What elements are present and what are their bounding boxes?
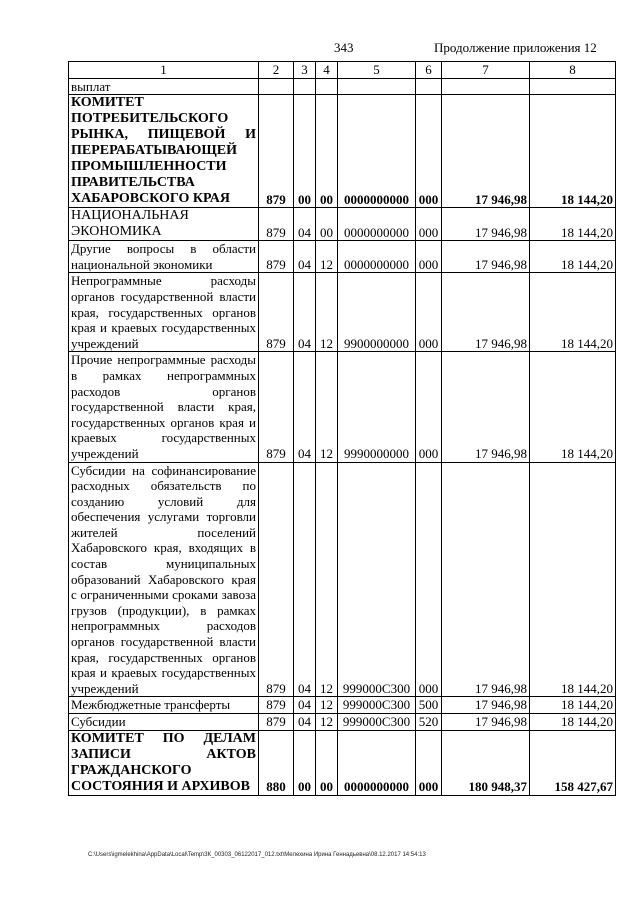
col-header-3: 3	[294, 62, 316, 79]
row-subsection: 12	[316, 714, 338, 731]
row-ministry-code: 879	[259, 208, 294, 241]
budget-table	[68, 61, 616, 796]
row-subsection: 12	[316, 462, 338, 697]
col-header-4: 4	[316, 62, 338, 79]
row-amount-year2: 18 144,20	[530, 241, 616, 273]
table-row	[69, 462, 616, 697]
col-header-7: 7	[442, 62, 530, 79]
row-target-code: 9990000000	[338, 352, 416, 462]
row-target-code: 999000С300	[338, 697, 416, 714]
row-subsection: 12	[316, 273, 338, 352]
row-subsection: 00	[316, 730, 338, 795]
row-expense-type: 000	[416, 208, 442, 241]
row-expense-type: 000	[416, 352, 442, 462]
row-name: Межбюджетные трансферты	[69, 697, 259, 714]
row-ministry-code: 879	[259, 273, 294, 352]
row-name: Субсидии	[69, 714, 259, 731]
carry-over-row	[69, 78, 616, 95]
row-amount-year1: 17 946,98	[442, 208, 530, 241]
row-expense-type: 000	[416, 273, 442, 352]
row-amount-year2: 18 144,20	[530, 208, 616, 241]
row-section: 04	[294, 273, 316, 352]
file-path-footer: C:\Users\igmelekhina\AppData\Local\Temp\ЗК_00303_06122017_012.txt\Мелехина Ирина Геннадьевна\08.12.2017 14:54:13	[88, 852, 426, 858]
row-name: Другие вопросы в области национальной экономики	[69, 241, 259, 273]
row-ministry-code: 879	[259, 462, 294, 697]
row-section: 04	[294, 241, 316, 273]
row-amount-year2: 18 144,20	[530, 95, 616, 208]
row-subsection: 12	[316, 697, 338, 714]
carry-over-text: выплат	[69, 78, 259, 95]
row-target-code: 0000000000	[338, 241, 416, 273]
row-section: 04	[294, 462, 316, 697]
col-header-6: 6	[416, 62, 442, 79]
col-header-8: 8	[530, 62, 616, 79]
row-target-code: 0000000000	[338, 95, 416, 208]
table-row	[69, 273, 616, 352]
row-ministry-code: 879	[259, 95, 294, 208]
table-row	[69, 730, 616, 795]
row-amount-year1: 17 946,98	[442, 95, 530, 208]
row-name: Непрограммные расходы органов государственной власти края, государственных органов края и краевых государственных учреждений	[69, 273, 259, 352]
row-target-code: 999000С300	[338, 714, 416, 731]
row-amount-year1: 17 946,98	[442, 352, 530, 462]
row-amount-year2: 18 144,20	[530, 273, 616, 352]
row-section: 04	[294, 697, 316, 714]
appendix-continuation: Продолжение приложения 12	[434, 40, 597, 55]
row-subsection: 00	[316, 95, 338, 208]
row-ministry-code: 879	[259, 697, 294, 714]
row-ministry-code: 880	[259, 730, 294, 795]
row-subsection: 12	[316, 241, 338, 273]
row-section: 04	[294, 208, 316, 241]
col-header-5: 5	[338, 62, 416, 79]
row-amount-year2: 18 144,20	[530, 462, 616, 697]
row-amount-year1: 17 946,98	[442, 462, 530, 697]
row-amount-year1: 17 946,98	[442, 714, 530, 731]
table-row	[69, 714, 616, 731]
row-amount-year2: 18 144,20	[530, 714, 616, 731]
row-section: 00	[294, 730, 316, 795]
row-section: 04	[294, 714, 316, 731]
row-name: Прочие непрограммные расходы в рамках непрограммных расходов органов государственной власти края, государственных органов края и краевых государственных учреждений	[69, 352, 259, 462]
row-ministry-code: 879	[259, 714, 294, 731]
table-row	[69, 95, 616, 208]
row-subsection: 00	[316, 208, 338, 241]
row-expense-type: 520	[416, 714, 442, 731]
row-expense-type: 000	[416, 730, 442, 795]
column-number-row	[69, 62, 616, 79]
row-name: НАЦИОНАЛЬНАЯ ЭКОНОМИКА	[69, 208, 259, 241]
row-name: КОМИТЕТ ПОТРЕБИТЕЛЬСКОГО РЫНКА, ПИЩЕВОЙ И ПЕРЕРАБАТЫВАЮЩЕЙ ПРОМЫШЛЕННОСТИ ПРАВИТЕЛЬСТВА ХАБАРОВСКОГО КРАЯ	[69, 95, 259, 208]
row-amount-year2: 18 144,20	[530, 697, 616, 714]
row-expense-type: 000	[416, 241, 442, 273]
row-section: 04	[294, 352, 316, 462]
row-expense-type: 000	[416, 95, 442, 208]
row-ministry-code: 879	[259, 241, 294, 273]
row-target-code: 0000000000	[338, 730, 416, 795]
row-amount-year1: 180 948,37	[442, 730, 530, 795]
row-section: 00	[294, 95, 316, 208]
col-header-1: 1	[69, 62, 259, 79]
row-amount-year2: 158 427,67	[530, 730, 616, 795]
col-header-2: 2	[259, 62, 294, 79]
row-name: Субсидии на софинансирование расходных обязательств по созданию условий для обеспечения услугами торговли жителей поселений Хабаровского края, входящих в состав муниципальных образований Хабаровского края с ограниченными сроками завоза грузов (продукции), в рамках непрограммных расходов органов государственной власти края, государственных органов края и краевых государственных учреждений	[69, 462, 259, 697]
table-row	[69, 208, 616, 241]
row-amount-year1: 17 946,98	[442, 273, 530, 352]
row-target-code: 9900000000	[338, 273, 416, 352]
table-row	[69, 352, 616, 462]
row-amount-year1: 17 946,98	[442, 697, 530, 714]
table-row	[69, 241, 616, 273]
page-number: 343	[334, 40, 354, 55]
row-subsection: 12	[316, 352, 338, 462]
row-expense-type: 500	[416, 697, 442, 714]
row-amount-year2: 18 144,20	[530, 352, 616, 462]
row-target-code: 0000000000	[338, 208, 416, 241]
row-amount-year1: 17 946,98	[442, 241, 530, 273]
table-row	[69, 697, 616, 714]
row-ministry-code: 879	[259, 352, 294, 462]
row-expense-type: 000	[416, 462, 442, 697]
row-target-code: 999000С300	[338, 462, 416, 697]
row-name: КОМИТЕТ ПО ДЕЛАМ ЗАПИСИ АКТОВ ГРАЖДАНСКОГО СОСТОЯНИЯ И АРХИВОВ	[69, 730, 259, 795]
